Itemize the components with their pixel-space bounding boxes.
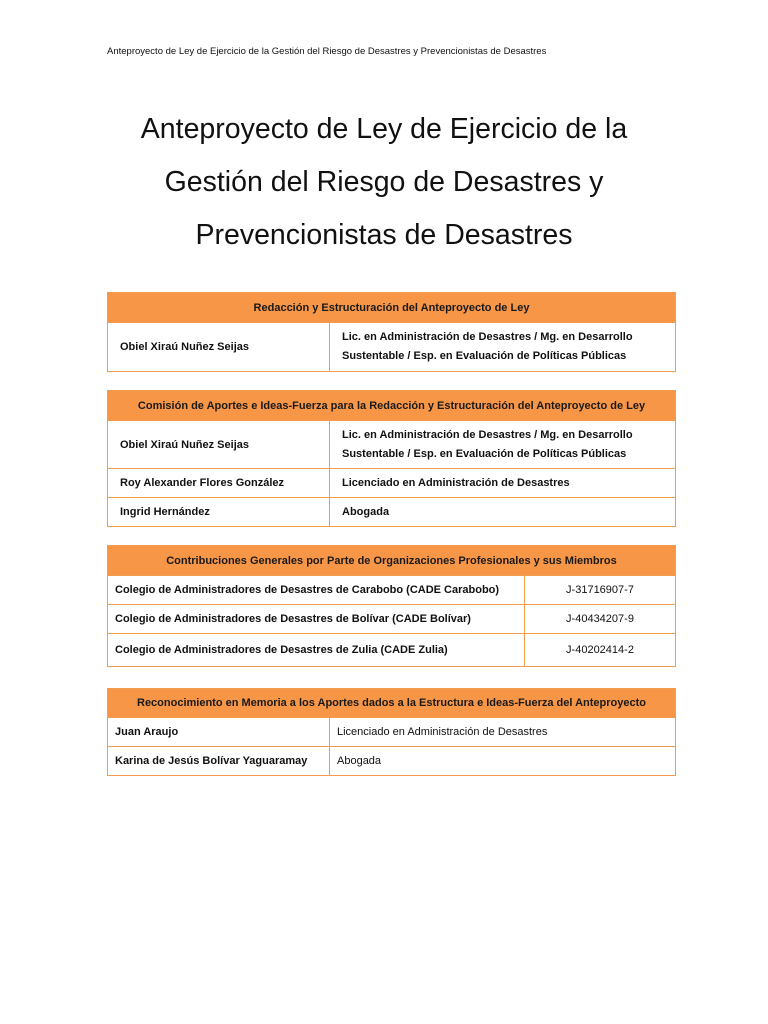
table-row: [108, 718, 676, 747]
running-header: Anteproyecto de Ley de Ejercicio de la Gestión del Riesgo de Desastres y Prevencionistas de Desastres: [107, 46, 547, 57]
member-name: Ingrid Hernández: [108, 498, 330, 527]
member-name: Obiel Xiraú Nuñez Seijas: [108, 323, 330, 372]
memorial-table: [107, 688, 676, 776]
credentials-line: Lic. en Administración de Desastres / Mg. en Desarrollo: [342, 331, 633, 343]
document-title: [0, 103, 768, 262]
organization-rif: J-31716907-7: [525, 576, 676, 605]
member-credentials: Abogada: [330, 747, 676, 776]
member-credentials: [330, 421, 676, 469]
table-header: Contribuciones Generales por Parte de Organizaciones Profesionales y sus Miembros: [108, 546, 676, 576]
member-credentials: Abogada: [330, 498, 676, 527]
organization-name: Colegio de Administradores de Desastres de Zulia (CADE Zulia): [108, 634, 525, 667]
table-header: Redacción y Estructuración del Anteproyecto de Ley: [108, 293, 676, 323]
table-header: Reconocimiento en Memoria a los Aportes dados a la Estructura e Ideas-Fuerza del Anteproyecto: [108, 689, 676, 718]
commission-table: [107, 390, 676, 527]
organization-rif: J-40202414-2: [525, 634, 676, 667]
title-line: Prevencionistas de Desastres: [195, 219, 573, 251]
title-line: Gestión del Riesgo de Desastres y: [164, 166, 604, 198]
member-credentials: Licenciado en Administración de Desastres: [330, 469, 676, 498]
table-row: [108, 576, 676, 605]
organization-rif: J-40434207-9: [525, 605, 676, 634]
drafting-table: [107, 292, 676, 372]
member-name: Obiel Xiraú Nuñez Seijas: [108, 421, 330, 469]
table-row: [108, 605, 676, 634]
table-row: [108, 469, 676, 498]
member-name: Karina de Jesús Bolívar Yaguaramay: [108, 747, 330, 776]
table-row: [108, 747, 676, 776]
organization-name: Colegio de Administradores de Desastres de Bolívar (CADE Bolívar): [108, 605, 525, 634]
credentials-line: Sustentable / Esp. en Evaluación de Políticas Públicas: [342, 447, 627, 460]
organization-name: Colegio de Administradores de Desastres de Carabobo (CADE Carabobo): [108, 576, 525, 605]
organizations-table: [107, 545, 676, 667]
table-row: [108, 634, 676, 667]
table-row: [108, 498, 676, 527]
member-credentials: Licenciado en Administración de Desastres: [330, 718, 676, 747]
member-name: Juan Araujo: [108, 718, 330, 747]
credentials-line: Lic. en Administración de Desastres / Mg. en Desarrollo: [342, 428, 633, 441]
credentials-line: Sustentable / Esp. en Evaluación de Políticas Públicas: [342, 350, 627, 362]
title-line: Anteproyecto de Ley de Ejercicio de la: [140, 113, 628, 145]
table-row: [108, 323, 676, 372]
member-name: Roy Alexander Flores González: [108, 469, 330, 498]
table-header: Comisión de Aportes e Ideas-Fuerza para la Redacción y Estructuración del Anteproyecto de Ley: [108, 391, 676, 421]
table-row: [108, 421, 676, 469]
member-credentials: [330, 323, 676, 372]
